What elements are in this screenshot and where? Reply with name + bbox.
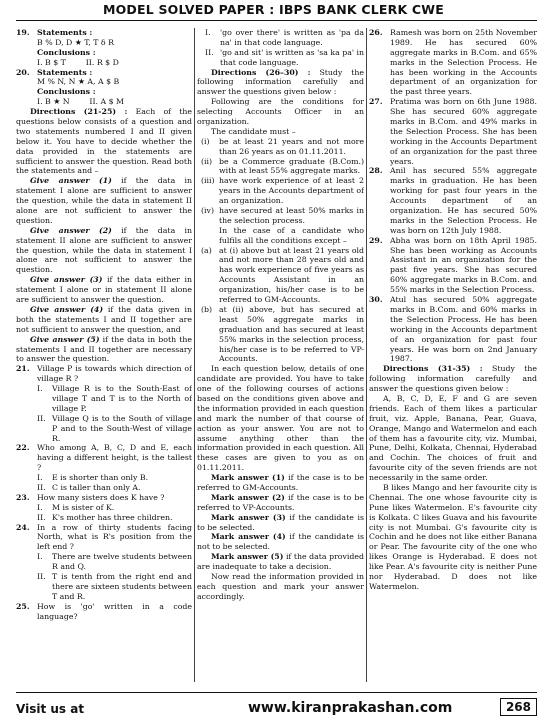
directions-26-30: Directions (26–30) : Study the following information carefully and answer the questions given below :: [197, 67, 364, 97]
column-divider: [366, 28, 367, 682]
mark-answer-3: Mark answer (3) if the candidate is to be selected.: [197, 512, 364, 532]
q21-statement-1: I. Village R is to the South-East of village T and T is to the North of village P.: [37, 384, 192, 413]
directions-31-35: Directions (31-35) : Study the following information carefully and answer the questions given below :: [369, 364, 537, 394]
condition-3: (iii) have work experience of at least 2 years in the Accounts department of an organization.: [201, 176, 364, 206]
condition-1: (i) be at least 21 years and not more than 26 years as on 01.11.2011.: [201, 136, 364, 156]
condition-2: (ii) be a Commerce graduate (B.Com.) with at least 55% aggregate marks.: [201, 156, 364, 176]
q22-statement-1: I. E is shorter than only B.: [37, 473, 149, 483]
q22-statement-2: II. C is taller than only A.: [37, 482, 141, 492]
give-answer-1: Give answer (1) if the data in statement I alone are sufficient to answer the question, while the data in statement II alone are not sufficient to answer the question.: [16, 176, 192, 225]
column-divider: [194, 28, 195, 682]
directions-21-25: Directions (21-25) : Each of the questions below consists of a question and two statements numbered I and II given below it. You have to decide whether the data provided in the statements are sufficient to answer the question. Read both the statements and –: [16, 107, 192, 176]
puzzle-paragraph-1: A, B, C, D, E, F and G are seven friends. Each of them likes a particular fruit, viz. Apple, Banana, Pear, Guava, Orange, Mango and Watermelon and each of them has a favourite city, viz. Mumbai, Pune, Delhi, Kolkata, Chennai, Hyderabad and Cochin. The choices of fruit and favourite city of the seven friends are not necessarily in the same order.: [369, 393, 537, 483]
visit-label: Visit us at: [16, 702, 85, 716]
question-20: 20. Statements :: [16, 67, 93, 77]
column-1: [16, 28, 192, 684]
give-answer-2: Give answer (2) if the data in statement II alone are sufficient to answer the question, while the data in statement I alone are not sufficient to answer the question.: [16, 225, 192, 275]
q19-statement: B % D, D ★ T, T δ R: [37, 37, 114, 47]
q20-conclusions-label: Conclusions :: [37, 87, 96, 97]
question-28: 28. Anil has secured 55% aggregate marks in graduation. He has been working for past four years in the Accounts department of an organization. He has secured 50% marks in the Selection Process. He was born on 12th July 1988.: [369, 166, 537, 235]
website-link[interactable]: www.kiranprakashan.com: [248, 700, 453, 716]
q19-conclusions-label: Conclusions :: [37, 47, 96, 57]
page-number: 268: [500, 698, 537, 716]
page-footer: [16, 696, 537, 720]
question-25: 25. How is 'go' written in a code language?: [16, 601, 192, 621]
q23-statement-1: I. M is sister of K.: [37, 502, 115, 512]
conditions-intro: Following are the conditions for selecting Accounts Officer in an organization.: [197, 97, 364, 127]
mark-answer-4: Mark answer (4) if the candidate is not to be selected.: [197, 532, 364, 552]
condition-4: (iv) have secured at least 50% marks in the selection process.: [201, 206, 364, 225]
q21-statement-2: II. Village Q is to the South of village P and to the South-West of village R.: [37, 413, 192, 443]
q24-statement-2: II. T is tenth from the right end and there are sixteen students between T and R.: [37, 571, 192, 601]
question-21: 21. Village P is towards which direction of village R ?: [16, 364, 192, 384]
give-answer-5: Give answer (5) if the data in both the statements I and II together are necessary to answer the question.: [16, 334, 192, 364]
question-30: 30. Atul has secured 50% aggregate marks in B.Com. and 60% marks in the Selection Process. He has been working in the Accounts department of an organization for past four years. He was born on 2nd January 1987.: [369, 295, 537, 364]
exception-b: (b) at (ii) above, but has secured at least 50% aggregate marks in graduation and has secured at least 55% marks in the selection process, his/her case is to be referred to VP-Accounts.: [201, 304, 364, 364]
exception-intro: In the case of a candidate who fulfils all the conditions except –: [219, 225, 364, 245]
q20-statement: M % N, N ★ A, A $ B: [37, 77, 120, 87]
q25-statement-2: II. 'go and sit' is written as 'sa ka pa' in that code language.: [205, 47, 364, 67]
final-instruction: Now read the information provided in each question and mark your answer accordingly.: [197, 571, 364, 601]
q24-statement-1: I. There are twelve students between R and Q.: [37, 552, 192, 572]
footer-rule: [16, 692, 537, 693]
mark-answer-5: Mark answer (5) if the data provided are inadequate to take a decision.: [197, 552, 364, 572]
question-26: 26. Ramesh was born on 25th November 1989. He has secured 60% aggregate marks in B.Com. and 65% marks in the Selection Process. He has been working in the Accounts department of an organization for the past three years.: [369, 28, 537, 97]
page-header: MODEL SOLVED PAPER : IBPS BANK CLERK CWE: [102, 2, 445, 17]
column-3: [369, 28, 537, 684]
question-29: 29. Abha was born on 18th April 1985. She has been working as Accounts Assistant in an organization for the past five years. She has secured 60% aggregate marks in B.Com. and 55% marks in the Selection Process.: [369, 235, 537, 295]
column-2: [197, 28, 364, 684]
mark-answer-1: Mark answer (1) if the case is to be referred to GM-Accounts.: [197, 473, 364, 492]
question-22: 22. Who among A, B, C, D and E, each having a different height, is the tallest ?: [16, 443, 192, 473]
question-24: 24. In a row of thirty students facing North, what is R's position from the left end ?: [16, 522, 192, 552]
give-answer-4: Give answer (4) if the data given in both the statements I and II together are not sufficient to answer the question, and: [16, 304, 192, 334]
mark-answer-2: Mark answer (2) if the case is to be referred to VP-Accounts.: [197, 492, 364, 512]
question-23: 23. How many sisters does K have ?: [16, 492, 165, 502]
candidate-must: The candidate must –: [211, 126, 296, 136]
q25-statement-1: I. 'go over there' is written as 'pa da na' in that code language.: [205, 28, 364, 47]
instructions: In each question below, details of one candidate are provided. You have to take one of the following courses of actions based on the conditions given above and the information provided in each question and mark the number of that course of action as your answer. You are not to assume anything other than the information provided in each question. All these cases are given to you as on 01.11.2011.: [197, 364, 364, 473]
q20-conclusions: I. B ★ N II. A $ M: [37, 97, 125, 107]
q19-conclusions: I. B $ T II. R $ D: [37, 57, 119, 67]
puzzle-paragraph-2: B likes Mango and her favourite city is Chennai. The one whose favourite city is Pune likes Watermelon. E's favourite city is Kolkata. C likes Guava and his favourite city is not Mumbai. G's favourite city is Cochin and he does not like either Banana or Pear. The favourite city of the one who likes Orange is Hyderabad. E does not like Pear. A's favourite city is neither Pune nor Hyderabad. D does not like Watermelon.: [369, 482, 537, 591]
exception-a: (a) at (i) above but at least 21 years old and not more than 28 years old and has work experience of five years as Accounts Assistant in an organization, his/her case is to be referred to GM-Accounts.: [201, 245, 364, 305]
question-19: 19. Statements :: [16, 28, 93, 37]
question-27: 27. Pratima was born on 6th June 1988. She has secured 60% aggregate marks in B.Com. and 49% marks in the Selection Process. She has been working in the Accounts Department of an organization for the past three years.: [369, 97, 537, 166]
header-rule: [16, 20, 537, 21]
q23-statement-2: II. K's mother has three children.: [37, 512, 173, 522]
give-answer-3: Give answer (3) if the data either in statement I alone or in statement II alone are sufficient to answer the question.: [16, 275, 192, 305]
